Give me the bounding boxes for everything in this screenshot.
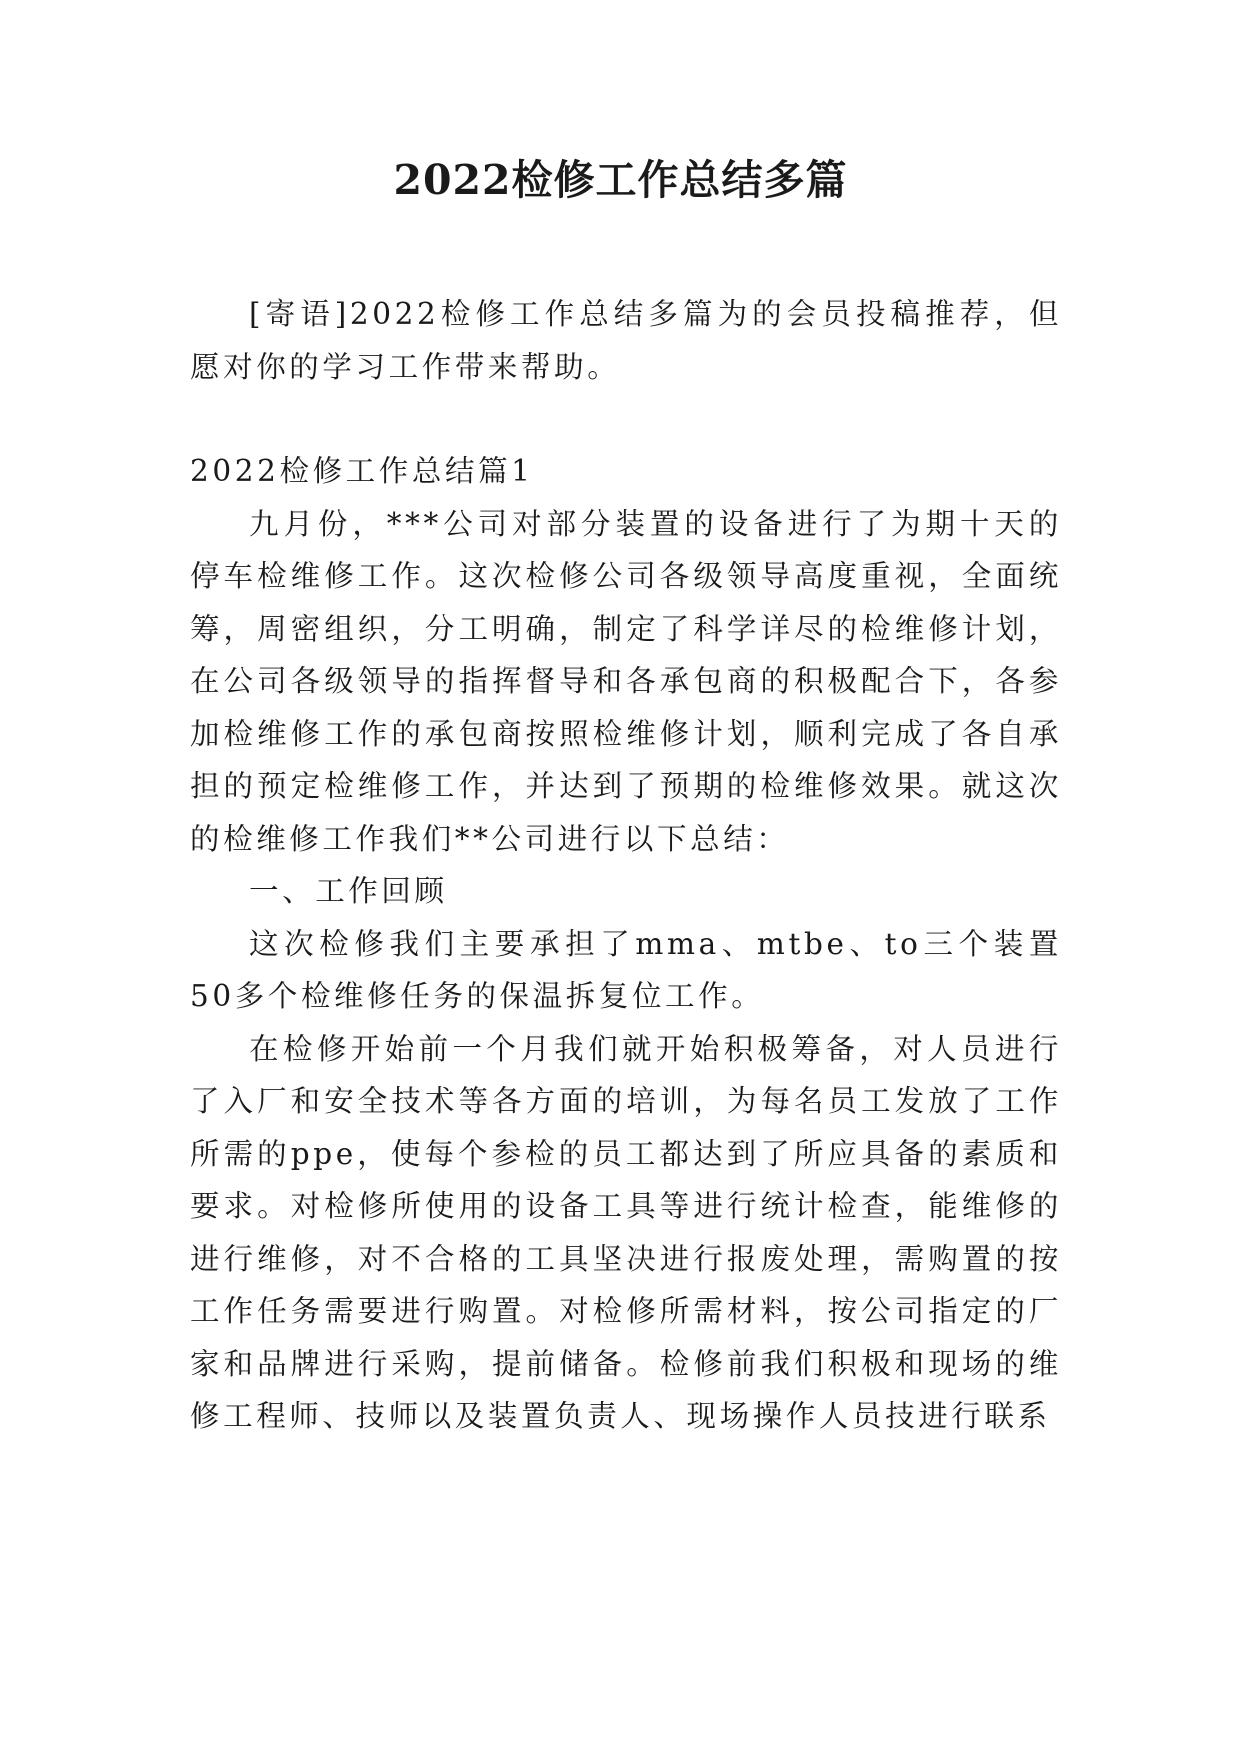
foreword-paragraph: [寄语]2022检修工作总结多篇为的会员投稿推荐，但愿对你的学习工作带来帮助。 [190, 297, 1062, 384]
subsection-heading: 一、工作回顾 [249, 874, 448, 908]
document-title: 2022检修工作总结多篇 [393, 156, 848, 204]
document-body [190, 288, 1062, 1443]
section-heading: 2022检修工作总结篇1 [190, 454, 534, 488]
body-paragraph: 这次检修我们主要承担了mma、mtbe、to三个装置50多个检维修任务的保温拆复位工作。 [190, 926, 1062, 1013]
body-paragraph: 在检修开始前一个月我们就开始积极筹备，对人员进行了入厂和安全技术等各方面的培训，为每名员工发放了工作所需的ppe，使每个参检的员工都达到了所应具备的素质和要求。对检修所使用的设备工具等进行统计检查，能维修的进行维修，对不合格的工具坚决进行报废处理，需购置的按工作任务需要进行购置。对检修所需材料，按公司指定的厂家和品牌进行采购，提前储备。检修前我们积极和现场的维修工程师、技师以及装置负责人、现场操作人员技进行联系 [190, 1031, 1062, 1433]
body-paragraph: 九月份，***公司对部分装置的设备进行了为期十天的停车检维修工作。这次检修公司各级领导高度重视，全面统筹，周密组织，分工明确，制定了科学详尽的检维修计划，在公司各级领导的指挥督导和各承包商的积极配合下，各参加检维修工作的承包商按照检维修计划，顺利完成了各自承担的预定检维修工作，并达到了预期的检维修效果。就这次的检维修工作我们**公司进行以下总结： [190, 506, 1062, 856]
